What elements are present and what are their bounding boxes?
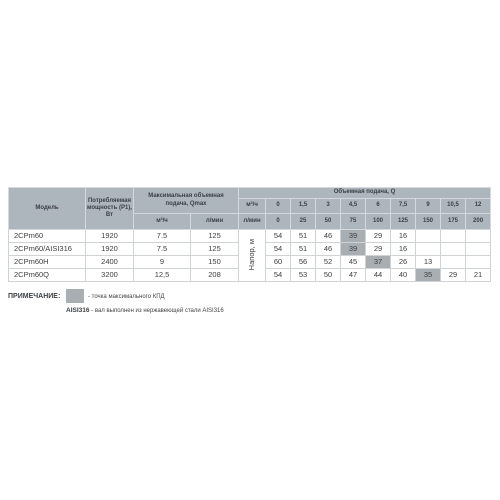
empty-cell	[416, 243, 441, 256]
max-flow-m3h-cell: 7.5	[134, 230, 191, 243]
empty-cell	[466, 230, 491, 243]
head-value-cell: 29	[441, 269, 466, 282]
head-value-cell: 46	[316, 230, 341, 243]
empty-cell	[416, 230, 441, 243]
empty-cell	[441, 243, 466, 256]
flow-m3h-value-header: 0	[266, 199, 291, 214]
power-header-line: Потребляемая	[87, 197, 131, 204]
empty-cell	[441, 256, 466, 269]
flow-lmin-value-header: 200	[466, 214, 491, 230]
head-axis-cell	[239, 230, 266, 282]
head-value-cell: 40	[391, 269, 416, 282]
max-efficiency-swatch	[66, 289, 84, 303]
head-value-cell: 54	[266, 269, 291, 282]
material-description: - вал выполнен из нержавеющей стали AISI316	[91, 308, 224, 314]
max-efficiency-head-cell: 35	[416, 269, 441, 282]
table-row	[9, 230, 491, 243]
power-column-header	[86, 188, 134, 230]
max-efficiency-head-cell: 37	[366, 256, 391, 269]
power-cell: 2400	[86, 256, 134, 269]
flow-m3h-value-header: 3	[316, 199, 341, 214]
head-value-cell: 46	[316, 243, 341, 256]
head-value-cell: 29	[366, 243, 391, 256]
empty-cell	[441, 230, 466, 243]
flow-m3h-value-header: 1,5	[291, 199, 316, 214]
head-value-cell: 29	[366, 230, 391, 243]
max-flow-header-line: подача, Qmax	[165, 200, 207, 207]
flow-column-group-header: Объемная подача, Q	[239, 188, 491, 199]
head-value-cell: 50	[316, 269, 341, 282]
head-value-cell: 16	[391, 230, 416, 243]
flow-lmin-value-header: 175	[441, 214, 466, 230]
max-efficiency-head-cell: 39	[341, 243, 366, 256]
material-term: AISI316	[66, 307, 90, 314]
head-value-cell: 21	[466, 269, 491, 282]
max-flow-lmin-cell: 125	[191, 243, 239, 256]
head-value-cell: 54	[266, 243, 291, 256]
flow-lmin-value-header: 25	[291, 214, 316, 230]
flow-lmin-value-header: 100	[366, 214, 391, 230]
note-label: ПРИМЕЧАНИЕ:	[8, 293, 61, 300]
flow-m3h-value-header: 6	[366, 199, 391, 214]
max-efficiency-legend-text: - точка максимального КПД	[88, 294, 165, 300]
power-header-line: Вт	[105, 212, 114, 219]
table-header	[9, 188, 491, 230]
head-axis-label: Напор, м	[247, 239, 257, 271]
flow-lmin-value-header: 125	[391, 214, 416, 230]
power-header-line: мощность (P1),	[87, 204, 132, 211]
head-value-cell: 26	[391, 256, 416, 269]
flow-unit-m3h-header: м³/ч	[239, 199, 266, 214]
flow-lmin-value-header: 50	[316, 214, 341, 230]
material-note	[66, 307, 224, 315]
flow-m3h-value-header: 10,5	[441, 199, 466, 214]
head-value-cell: 53	[291, 269, 316, 282]
max-flow-lmin-cell: 208	[191, 269, 239, 282]
head-value-cell: 60	[266, 256, 291, 269]
model-cell: 2CPm60H	[9, 256, 86, 269]
pump-spec-table	[8, 187, 491, 282]
max-flow-m3h-cell: 7.5	[134, 243, 191, 256]
model-cell: 2CPm60	[9, 230, 86, 243]
max-flow-m3h-cell: 12,5	[134, 269, 191, 282]
max-flow-m3h-cell: 9	[134, 256, 191, 269]
power-cell: 1920	[86, 230, 134, 243]
flow-m3h-value-header: 4,5	[341, 199, 366, 214]
flow-m3h-value-header: 7,5	[391, 199, 416, 214]
head-value-cell: 47	[341, 269, 366, 282]
head-value-cell: 56	[291, 256, 316, 269]
max-flow-lmin-unit-header: л/мин	[191, 214, 239, 230]
max-flow-lmin-cell: 125	[191, 230, 239, 243]
table-body	[9, 230, 491, 282]
max-flow-header-line: Максимальная объемная	[148, 193, 224, 200]
max-flow-m3h-unit-header: м³/ч	[134, 214, 191, 230]
head-value-cell: 54	[266, 230, 291, 243]
empty-cell	[466, 256, 491, 269]
model-cell: 2CPm60Q	[9, 269, 86, 282]
max-flow-column-header	[134, 188, 239, 214]
head-value-cell: 51	[291, 243, 316, 256]
head-value-cell: 52	[316, 256, 341, 269]
flow-lmin-value-header: 0	[266, 214, 291, 230]
head-value-cell: 45	[341, 256, 366, 269]
head-value-cell: 13	[416, 256, 441, 269]
max-flow-lmin-cell: 150	[191, 256, 239, 269]
header-row-top	[9, 188, 491, 199]
model-cell: 2CPm60/AISI316	[9, 243, 86, 256]
flow-unit-lmin-header: л/мин	[239, 214, 266, 230]
model-column-header: Модель	[9, 188, 86, 230]
power-cell: 1920	[86, 243, 134, 256]
power-cell: 3200	[86, 269, 134, 282]
flow-m3h-value-header: 12	[466, 199, 491, 214]
head-value-cell: 51	[291, 230, 316, 243]
head-value-cell: 16	[391, 243, 416, 256]
flow-m3h-value-header: 9	[416, 199, 441, 214]
flow-lmin-value-header: 150	[416, 214, 441, 230]
empty-cell	[466, 243, 491, 256]
flow-lmin-value-header: 75	[341, 214, 366, 230]
max-efficiency-head-cell: 39	[341, 230, 366, 243]
head-value-cell: 44	[366, 269, 391, 282]
